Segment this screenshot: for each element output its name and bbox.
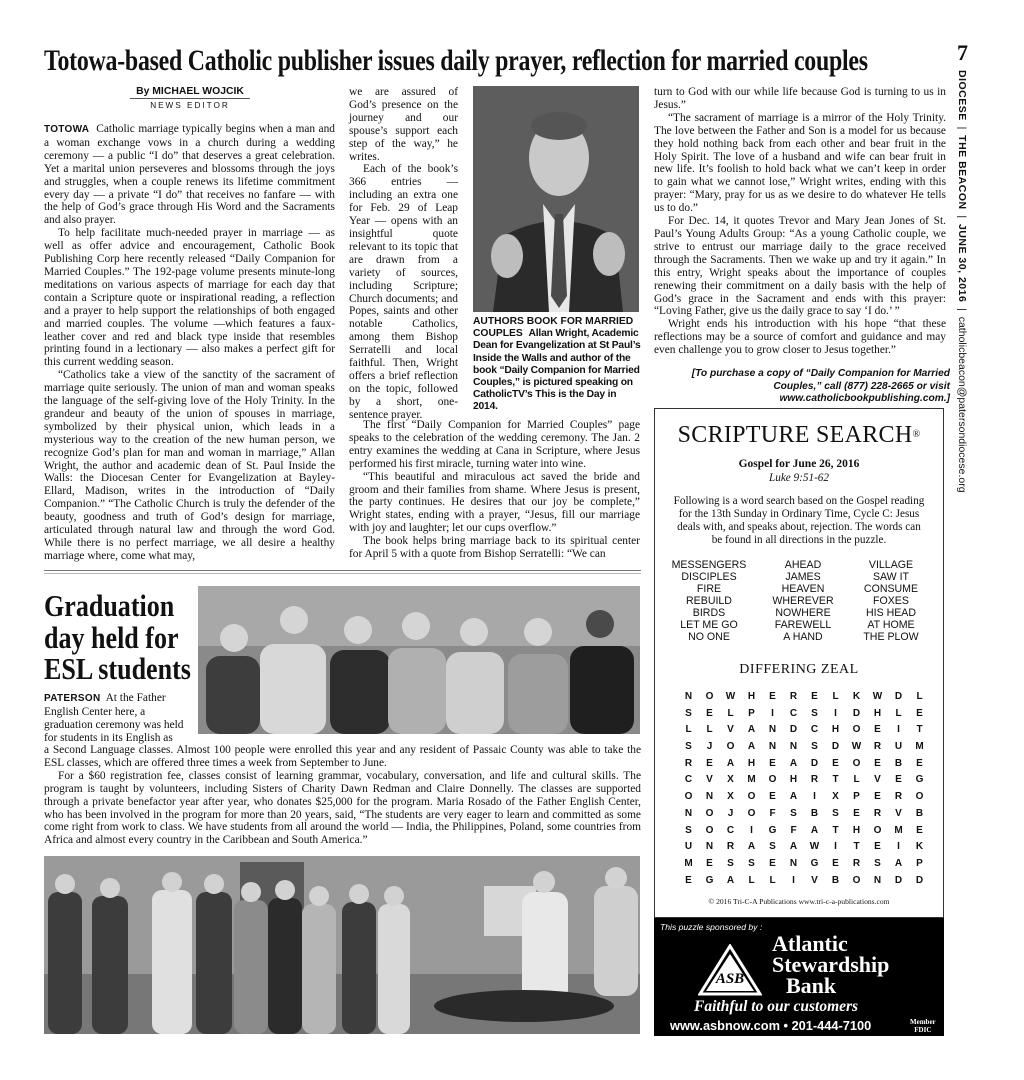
grid-letter: O [873, 824, 882, 836]
grid-letter: G [768, 824, 777, 836]
word-item: AHEAD [784, 559, 822, 571]
grid-letter: N [768, 724, 777, 736]
word-item: NO ONE [688, 631, 730, 643]
article-paragraph: Wright ends his introduction with his hope “that these reflections may be a source of comfort and guidance and may even challenge you to grow closer to Jesus together.” [654, 318, 946, 357]
grid-letter: D [915, 874, 924, 886]
word-list-column-2 [763, 559, 843, 643]
grid-letter: E [916, 707, 923, 719]
article2-body [44, 744, 641, 847]
article-headline: Totowa-based Catholic publisher issues daily prayer, reflection for married couples [44, 44, 868, 77]
grid-letter: I [834, 841, 837, 853]
article-column-2 [349, 86, 458, 422]
article2-lead [44, 692, 190, 745]
sidebar-publication: THE BEACON [956, 135, 968, 210]
grid-letter: A [747, 841, 756, 853]
article-column-1 [44, 123, 335, 563]
word-list-column-1 [669, 559, 749, 643]
grid-letter: W [851, 741, 862, 753]
photo-caption [473, 316, 641, 414]
fdic-member [910, 1018, 936, 1034]
article-paragraph: a Second Language classes. Almost 100 people were enrolled this year and any resident of Passaic County was able to take the ESL classes, which are offered three times a week from September to June. [44, 744, 641, 769]
grid-letter: L [685, 724, 692, 736]
grid-letter: I [897, 841, 900, 853]
headline-line: ESL students [44, 651, 191, 686]
grid-letter: D [810, 757, 819, 769]
grid-letter: A [726, 874, 735, 886]
grid-letter: R [810, 774, 819, 786]
author-photo [473, 86, 639, 312]
grid-letter: E [874, 841, 881, 853]
bank-tagline: Faithful to our customers [694, 998, 859, 1015]
word-item: MESSENGERS [671, 559, 747, 571]
grid-letter: H [873, 707, 882, 719]
article-paragraph: we are assured of God’s presence on the journey and our spouse’s support each step of the way,” he writes. [349, 86, 458, 163]
grid-letter: B [831, 874, 840, 886]
grid-letter: V [874, 774, 881, 786]
section-divider [44, 573, 641, 574]
grid-letter: U [894, 741, 903, 753]
grid-letter: G [705, 874, 714, 886]
dateline: TOTOWA [44, 124, 90, 135]
grid-letter: D [789, 724, 798, 736]
grid-letter: O [747, 791, 756, 803]
word-item: DISCIPLES [681, 571, 737, 583]
grid-letter: S [685, 741, 692, 753]
grid-letter: O [915, 791, 924, 803]
purchase-note: [To purchase a copy of “Daily Companion for Married Couples,” call (877) 228-2665 or visit www.catholicbookpublishing.com.] [691, 368, 950, 404]
grid-letter: O [852, 874, 861, 886]
grid-letter: L [706, 724, 713, 736]
grid-letter: R [789, 691, 798, 702]
grid-letter: J [727, 807, 734, 819]
sidebar-website[interactable]: catholicbeacon@patersondiocese.org [956, 316, 968, 493]
grid-letter: O [768, 774, 777, 786]
byline: By MICHAEL WOJCIK [136, 86, 244, 97]
article-paragraph: Each of the book’s 366 entries — including an extra one for Feb. 29 of Leap Year — opens with an insightful quote relevant to its topic that are drawn from a variety of sources, including Scripture; Church documents; and Popes, saints and other notable Catholics, among them Bishop Serratelli and local faithful. Then, Wright offers a brief reflection on the topic, followed by a short, one-sentence prayer. [349, 163, 458, 421]
grid-letter: O [705, 691, 714, 702]
puzzle-gospel: Gospel for June 26, 2016 [738, 458, 860, 470]
article-paragraph: The first “Daily Companion for Married Couples” page speaks to the celebration of the wedding ceremony. The Jan. 2 entry examines the wedding at Cana in Scripture, where Jesus performed his first miracle, turning water into wine. [349, 419, 640, 470]
graduation-ceremony-photo [44, 856, 640, 1034]
grid-letter: E [706, 757, 713, 769]
article-paragraph: turn to God with our while life because God is turning to us in Jesus.” [654, 86, 946, 111]
grid-letter: E [769, 857, 776, 869]
grid-letter: C [726, 824, 735, 836]
grid-letter: B [894, 757, 903, 769]
headline-line: Graduation [44, 588, 175, 623]
grid-letter: W [725, 691, 736, 702]
grid-letter: S [811, 741, 818, 753]
grid-letter: F [790, 824, 797, 836]
article-paragraph: To help facilitate much-needed prayer in marriage — as well as offer advice and encouragement, Catholic Book Publishing Corp here recently released “Daily Companion for Married Couples.” The 192-page volume presents minute-long meditations on various aspects of marriage for each day that contain a Scripture quote or inspirational reading, a reflection and a prayer to help support the relationships of both engaged and married couples. The volume —which features a faux-leather cover and red and black type inside that resembles printing found in a lectionary — also makes a perfect gift for this current wedding season. [44, 227, 335, 369]
word-list [655, 559, 943, 649]
grid-letter: L [916, 691, 923, 702]
sidebar-divider: | [956, 123, 968, 136]
grid-letter: V [727, 724, 734, 736]
grid-letter: S [748, 857, 755, 869]
grid-letter: R [873, 741, 882, 753]
grid-letter: W [809, 841, 820, 853]
grid-letter: N [684, 691, 693, 702]
grid-letter: R [852, 857, 861, 869]
word-item: NOWHERE [775, 607, 831, 619]
grid-letter: K [852, 691, 861, 702]
grid-letter: E [916, 824, 923, 836]
grid-letter: O [726, 741, 735, 753]
grid-letter: O [852, 757, 861, 769]
sidebar-date: JUNE 30, 2016 [956, 224, 968, 303]
grid-letter: L [769, 874, 776, 886]
word-item: LET ME GO [680, 619, 738, 631]
grid-letter: A [726, 757, 735, 769]
sidebar-divider: | [956, 305, 968, 317]
grid-letter: T [832, 824, 839, 836]
grid-letter: S [685, 824, 692, 836]
grid-letter: F [769, 807, 776, 819]
grid-letter: E [706, 857, 713, 869]
grid-letter: E [769, 791, 776, 803]
word-item: WHEREVER [772, 595, 834, 607]
word-item: JAMES [785, 571, 821, 583]
grid-letter: N [684, 807, 693, 819]
word-item: BIRDS [692, 607, 726, 619]
grid-letter: A [747, 741, 756, 753]
bank-contact[interactable]: www.asbnow.com • 201-444-7100 [670, 1018, 872, 1033]
grid-letter: O [747, 807, 756, 819]
grid-letter: K [915, 841, 924, 853]
word-item: CONSUME [863, 583, 919, 595]
bank-logo-triangle-icon [698, 944, 762, 996]
bank-logo-letters: ASB [715, 971, 745, 987]
sponsor-ad[interactable] [654, 918, 944, 1036]
word-item: FOXES [873, 595, 909, 607]
grid-letter: N [873, 874, 882, 886]
puzzle-title [655, 421, 943, 449]
grid-letter: O [852, 724, 861, 736]
word-item: AT HOME [867, 619, 915, 631]
grid-letter: E [769, 691, 776, 702]
article-paragraph: Catholic marriage typically begins when a man and a woman exchange vows in a church during a wedding ceremony — a public “I do” that deserves a great celebration. Yet a marital union perseveres and blossoms through the joys and struggles, when a couple renews its lifetime commitment every day — a private “I do” that receives no fanfare — with the help of God’s grace through His Word and the Sacraments and also prayer. [44, 123, 335, 227]
grid-letter: I [750, 824, 753, 836]
grid-letter: E [874, 757, 881, 769]
grid-letter: S [769, 841, 776, 853]
word-item: HEAVEN [781, 583, 825, 595]
grid-letter: S [790, 807, 797, 819]
grid-letter: N [768, 741, 777, 753]
word-list-column-3 [851, 559, 931, 643]
grid-letter: R [894, 791, 903, 803]
grid-letter: S [811, 707, 818, 719]
grid-letter: I [813, 791, 816, 803]
grid-letter: E [895, 774, 902, 786]
article-paragraph: “The sacrament of marriage is a mirror of the Holy Trinity. The love between the Father and Son is a model for us because they hold nothing back from each other and bear fruit in the Holy Spirit. The love of a husband and wife can bear fruit in new life. It’s foolish to hold back what we can’t keep in order to gain what we cannot lose,” Wright writes, ending with this prayer: “Mary, pray for us as we desire to do whatever He tells us to do.” [654, 111, 946, 215]
puzzle-intro: Following is a word search based on the Gospel reading for the 13th Sunday in Ordinary Time, Cycle C: Jesus deals with, and speaks about, rejection. The words can be found in all directions in the puzzle. [673, 495, 925, 546]
grid-letter: V [706, 774, 713, 786]
grid-letter: M [747, 774, 756, 786]
grid-letter: I [897, 724, 900, 736]
grid-letter: S [832, 807, 839, 819]
grid-letter: H [747, 691, 756, 702]
grid-letter: N [789, 741, 798, 753]
grid-letter: A [789, 757, 798, 769]
grid-letter: M [915, 741, 924, 753]
grid-letter: C [810, 724, 819, 736]
grid-letter: G [810, 857, 819, 869]
sponsor-label: This puzzle sponsored by : [660, 922, 763, 932]
grid-letter: L [748, 874, 755, 886]
word-item: FAREWELL [774, 619, 832, 631]
grid-letter: R [726, 841, 735, 853]
grid-letter: V [811, 874, 818, 886]
word-item: REBUILD [686, 595, 732, 607]
article-paragraph: For Dec. 14, it quotes Trevor and Mary Jean Jones of St. Paul’s Young Adults Group: “As a young Catholic couple, we strive to entrust our marriage daily to the grace received through the Sacraments. Then we wake up and try it again.” In this entry, Wright speaks about the importance of couples renewing their commitment on a daily basis with the help of God’s grace in the Sacrament and ends with this prayer: “Loving Father, give us the daily grace to say ‘I do.’ ” [654, 215, 946, 318]
article-paragraph: At the Father English Center here, a graduation ceremony was held for students in its English as [44, 692, 184, 744]
grid-letter: V [895, 807, 902, 819]
grid-letter: J [706, 741, 713, 753]
grid-letter: S [685, 707, 692, 719]
dateline: PATERSON [44, 693, 101, 704]
sidebar-publication-info [956, 70, 968, 493]
grid-letter: T [916, 724, 923, 736]
article-paragraph: The book helps bring marriage back to its spiritual center for April 5 with a quote from Bishop Serratelli: “We can [349, 535, 640, 561]
grid-letter: D [831, 741, 840, 753]
word-item: HIS HEAD [865, 607, 917, 619]
sidebar-divider: | [956, 212, 968, 224]
grid-letter: B [915, 807, 924, 819]
graduation-photo-image [198, 586, 640, 734]
grid-letter: A [789, 841, 798, 853]
grid-letter: E [832, 757, 839, 769]
bank-name-line: Stewardship [772, 952, 890, 977]
page-number: 7 [957, 40, 968, 65]
puzzle-reference: Luke 9:51-62 [769, 472, 829, 484]
word-search-grid [678, 689, 930, 889]
puzzle-copyright: © 2016 Tri-C-A Publications www.tri-c-a-publications.com [708, 897, 890, 906]
word-item: FIRE [696, 583, 722, 595]
grid-letter: X [727, 791, 734, 803]
grid-letter: A [810, 824, 819, 836]
bank-name-line: Bank [786, 973, 837, 998]
word-item: THE PLOW [863, 631, 919, 643]
grid-letter: B [810, 807, 819, 819]
grid-letter: H [789, 774, 798, 786]
grid-letter: G [915, 774, 924, 786]
grid-letter: A [789, 791, 798, 803]
grid-letter: E [832, 857, 839, 869]
grid-letter: D [894, 691, 903, 702]
grid-letter: E [874, 791, 881, 803]
article-paragraph: For a $60 registration fee, classes consist of learning grammar, vocabulary, conversation, and life and cultural skills. The program is taught by volunteers, including Sisters of Charity Dawn Redman and Claire Donnelly. The classes are supported through a private benefactor year after year, who donates $25,000 for the program. Maria Rosado of the Father English Center, who has been involved in the program for more than 20 years, said, “The students are very eager to learn and committed as some come right from work to class. We have students from all around the world — India, the Philippines, Poland, some countries from Africa and almost every country in the Caribbean and South America.” [44, 769, 641, 847]
graduation-ceremony-image [44, 856, 640, 1034]
puzzle-subtitle: DIFFERING ZEAL [739, 662, 859, 677]
word-item: A HAND [783, 631, 823, 643]
article-column-3 [654, 86, 946, 357]
graduation-photo [198, 586, 640, 734]
byline-role: NEWS EDITOR [150, 101, 230, 110]
grid-letter: O [705, 807, 714, 819]
grid-letter: L [853, 774, 860, 786]
grid-letter: S [874, 857, 881, 869]
grid-letter: M [684, 857, 693, 869]
caption-text: Allan Wright, Academic Dean for Evangelization at St Paul’s Inside the Walls and author of the book “Daily Companion for Married Couples,” is pictured speaking on CatholicTV’s This is the Day in 2014. [473, 328, 641, 413]
grid-letter: N [705, 791, 714, 803]
grid-letter: T [853, 841, 860, 853]
grid-letter: H [831, 724, 840, 736]
grid-letter: N [789, 857, 798, 869]
caption-lead: AUTHORS BOOK FOR MARRIED COUPLES [473, 316, 634, 340]
grid-letter: I [771, 707, 774, 719]
grid-letter: S [727, 857, 734, 869]
grid-letter: E [706, 707, 713, 719]
grid-letter: A [894, 857, 903, 869]
byline-rule [130, 98, 250, 99]
grid-letter: N [705, 841, 714, 853]
grid-letter: P [916, 857, 923, 869]
scripture-search-box [654, 408, 944, 918]
grid-letter: O [684, 791, 693, 803]
grid-letter: I [834, 707, 837, 719]
grid-letter: H [747, 757, 756, 769]
grid-letter: H [852, 824, 861, 836]
grid-letter: L [832, 691, 839, 702]
bank-logo-icon [698, 944, 762, 996]
author-photo-image [473, 86, 639, 312]
article-paragraph: “This beautiful and miraculous act saved the bride and groom and their families from shame. Where Jesus is present, the party continues. He desires that our joy be complete,” Wright states, ending with a prayer, “Jesus, fill our marriage with joy and laughter; let our cups overflow.” [349, 470, 640, 535]
article2-headline [44, 590, 191, 685]
word-item: VILLAGE [868, 559, 914, 571]
grid-letter: P [853, 791, 860, 803]
headline-line: day held for [44, 619, 179, 655]
grid-letter: E [685, 874, 692, 886]
fdic-label: FDIC [914, 1026, 932, 1034]
word-item: SAW IT [872, 571, 910, 583]
puzzle-title-text: SCRIPTURE SEARCH [677, 422, 913, 448]
grid-letter: X [727, 774, 734, 786]
grid-letter: U [684, 841, 693, 853]
grid-letter: M [894, 824, 903, 836]
grid-letter: L [727, 707, 734, 719]
grid-letter: D [852, 707, 861, 719]
grid-letter: C [684, 774, 693, 786]
grid-letter: R [684, 757, 693, 769]
grid-letter: E [874, 724, 881, 736]
grid-letter: T [832, 774, 839, 786]
grid-letter: I [792, 874, 795, 886]
grid-letter: D [894, 874, 903, 886]
grid-letter: E [916, 757, 923, 769]
grid-letter: X [832, 791, 839, 803]
bank-name-line: Atlantic [772, 931, 848, 956]
grid-letter: E [811, 691, 818, 702]
grid-letter: W [872, 691, 883, 702]
grid-letter: P [748, 707, 755, 719]
grid-letter: A [747, 724, 756, 736]
grid-letter: C [789, 707, 798, 719]
member-label: Member [910, 1018, 936, 1026]
registered-mark: ® [912, 429, 921, 440]
grid-letter: O [705, 824, 714, 836]
grid-letter: E [853, 807, 860, 819]
article-paragraph: “Catholics take a view of the sanctity of the sacrament of marriage quite seriously. The union of man and woman speaks the language of the self-giving love of the Holy Trinity. In the grandeur and beauty of the union of spouses in marriage, symbolized by their physical union, which leads in a mysterious way to the creation of the new human person, we recognize God’s plan for man and woman in marriage,” Allan Wright, the author and academic dean of St. Paul Inside the Walls: the Diocesan Center for Evangelization at Bayley-Ellard, Madison, writes in the introduction of “Daily Companion.” “The Catholic Church is truly the defender of the beauty, goodness and truth of God’s design for marriage, articulated through natural law and through the word God. While there is no perfect marriage, we all desire a healthy marriage where, come what may, [44, 369, 335, 562]
grid-letter: E [769, 757, 776, 769]
sidebar-section: DIOCESE [956, 70, 968, 121]
bank-name [772, 933, 889, 996]
grid-letter: R [873, 807, 882, 819]
section-divider [44, 570, 641, 571]
article-column-2-continued [349, 419, 640, 561]
grid-letter: L [895, 707, 902, 719]
